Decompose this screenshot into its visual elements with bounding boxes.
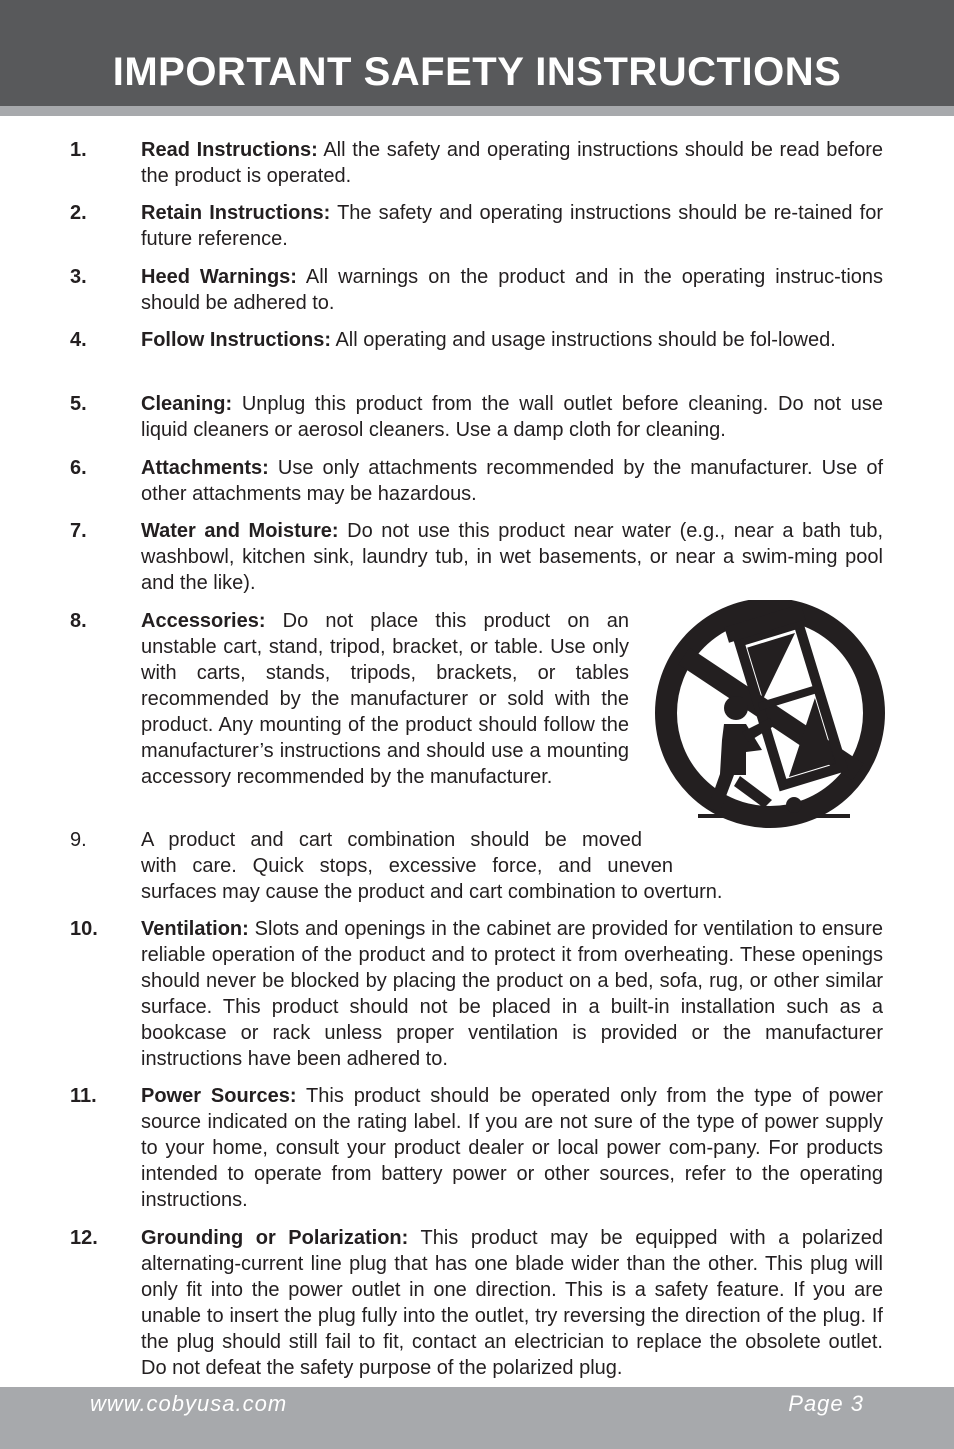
page-number: Page 3 (788, 1391, 864, 1416)
item-heading: Retain Instructions: (141, 202, 331, 224)
item-heading: Cleaning: (141, 393, 233, 415)
item-heading: Grounding or Polarization: (141, 1227, 409, 1249)
item-body (141, 455, 883, 507)
item-body (141, 1083, 883, 1213)
item-number: 5. (70, 393, 87, 415)
item-body (141, 391, 883, 443)
page-title: IMPORTANT SAFETY INSTRUCTIONS (112, 50, 842, 94)
item-number: 3. (70, 266, 87, 288)
item-body (141, 518, 883, 596)
item-heading: Attachments: (141, 457, 269, 479)
item-heading: Power Sources: (141, 1085, 297, 1107)
item-number: 9. (70, 829, 87, 851)
item-body (141, 327, 883, 353)
header-divider (0, 106, 954, 116)
item-body (141, 200, 883, 252)
item-heading: Water and Moisture: (141, 520, 339, 542)
item-body (141, 916, 883, 1072)
item-heading: Follow Instructions: (141, 329, 331, 351)
item-text: All warnings on the product and in the operating instruc-tions should be adhered to. (141, 266, 884, 314)
item-number: 12. (70, 1227, 98, 1249)
item-text: Use only attachments recommended by the manufacturer. Use of other attachments may be hazardous. (141, 457, 883, 505)
item-text-line: A product and cart combination should be moved (141, 829, 642, 851)
item-number: 11. (70, 1085, 97, 1107)
item-body (141, 264, 883, 316)
item-heading: Heed Warnings: (141, 266, 297, 288)
item-heading: Read Instructions: (141, 139, 318, 161)
item-text: This product should be operated only from the type of power source indicated on the rating label. If you are not sure of the type of power supply to your home, consult your product dealer or local power com-pany. For products intended to operate from battery power or other sources, refer to the operating instructions. (141, 1085, 883, 1211)
item-text-line: with care. Quick stops, excessive force, and uneven (141, 855, 673, 877)
item-number: 10. (70, 918, 98, 940)
item-body (141, 137, 883, 189)
item-text: Slots and openings in the cabinet are provided for ventilation to ensure reliable operation of the product and to protect it from overheating. These openings should never be blocked by placing the product on a bed, sofa, rug, or other similar surface. This product should not be placed in a built-in installation such as a bookcase or rack unless proper ventilation is provided or the manufacturer instructions have been adhered to. (141, 918, 883, 1070)
footer-url: www.cobyusa.com (90, 1391, 288, 1416)
item-number: 4. (70, 329, 87, 351)
item-number: 1. (70, 139, 87, 161)
item-number: 2. (70, 202, 87, 224)
item-text: All operating and usage instructions should be fol-lowed. (335, 329, 836, 351)
item-body (141, 1225, 883, 1381)
item-heading: Ventilation: (141, 918, 249, 940)
item-heading: Accessories: (141, 610, 266, 632)
cart-tip-over-warning-icon (654, 600, 886, 830)
item-text: Do not use this product near water (e.g., near a bath tub, washbowl, kitchen sink, laundry tub, in wet basements, or near a swim-ming pool and the like). (141, 520, 883, 594)
item-text: All the safety and operating instructions should be read before the product is operated. (141, 139, 883, 187)
item-number: 8. (70, 610, 87, 632)
item-text: This product may be equipped with a polarized alternating-current line plug that has one blade wider than the other. This plug will only fit into the power outlet in one direction. This is a safety feature. If you are unable to insert the plug fully into the outlet, try reversing the direction of the plug. If the plug should still fail to fit, contact an electrician to replace the obsolete outlet. Do not defeat the safety purpose of the polarized plug. (141, 1227, 883, 1379)
item-text: The safety and operating instructions should be re-tained for future reference. (141, 202, 883, 250)
item-text: Do not place this product on an unstable cart, stand, tripod, bracket, or table. Use only with carts, stands, tripods, brackets, or tables recommended by the manufacturer or sold with the product. Any mounting of the product should follow the manufacturer’s instructions and should use a mounting accessory recommended by the manufacturer. (141, 610, 629, 788)
item-number: 7. (70, 520, 87, 542)
item-text: Unplug this product from the wall outlet before cleaning. Do not use liquid cleaners or aerosol cleaners. Use a damp cloth for cleaning. (141, 393, 883, 441)
item-body (141, 827, 883, 905)
item-number: 6. (70, 457, 87, 479)
item-text-line: surfaces may cause the product and cart combination to overturn. (141, 881, 723, 903)
item-body (141, 608, 629, 790)
